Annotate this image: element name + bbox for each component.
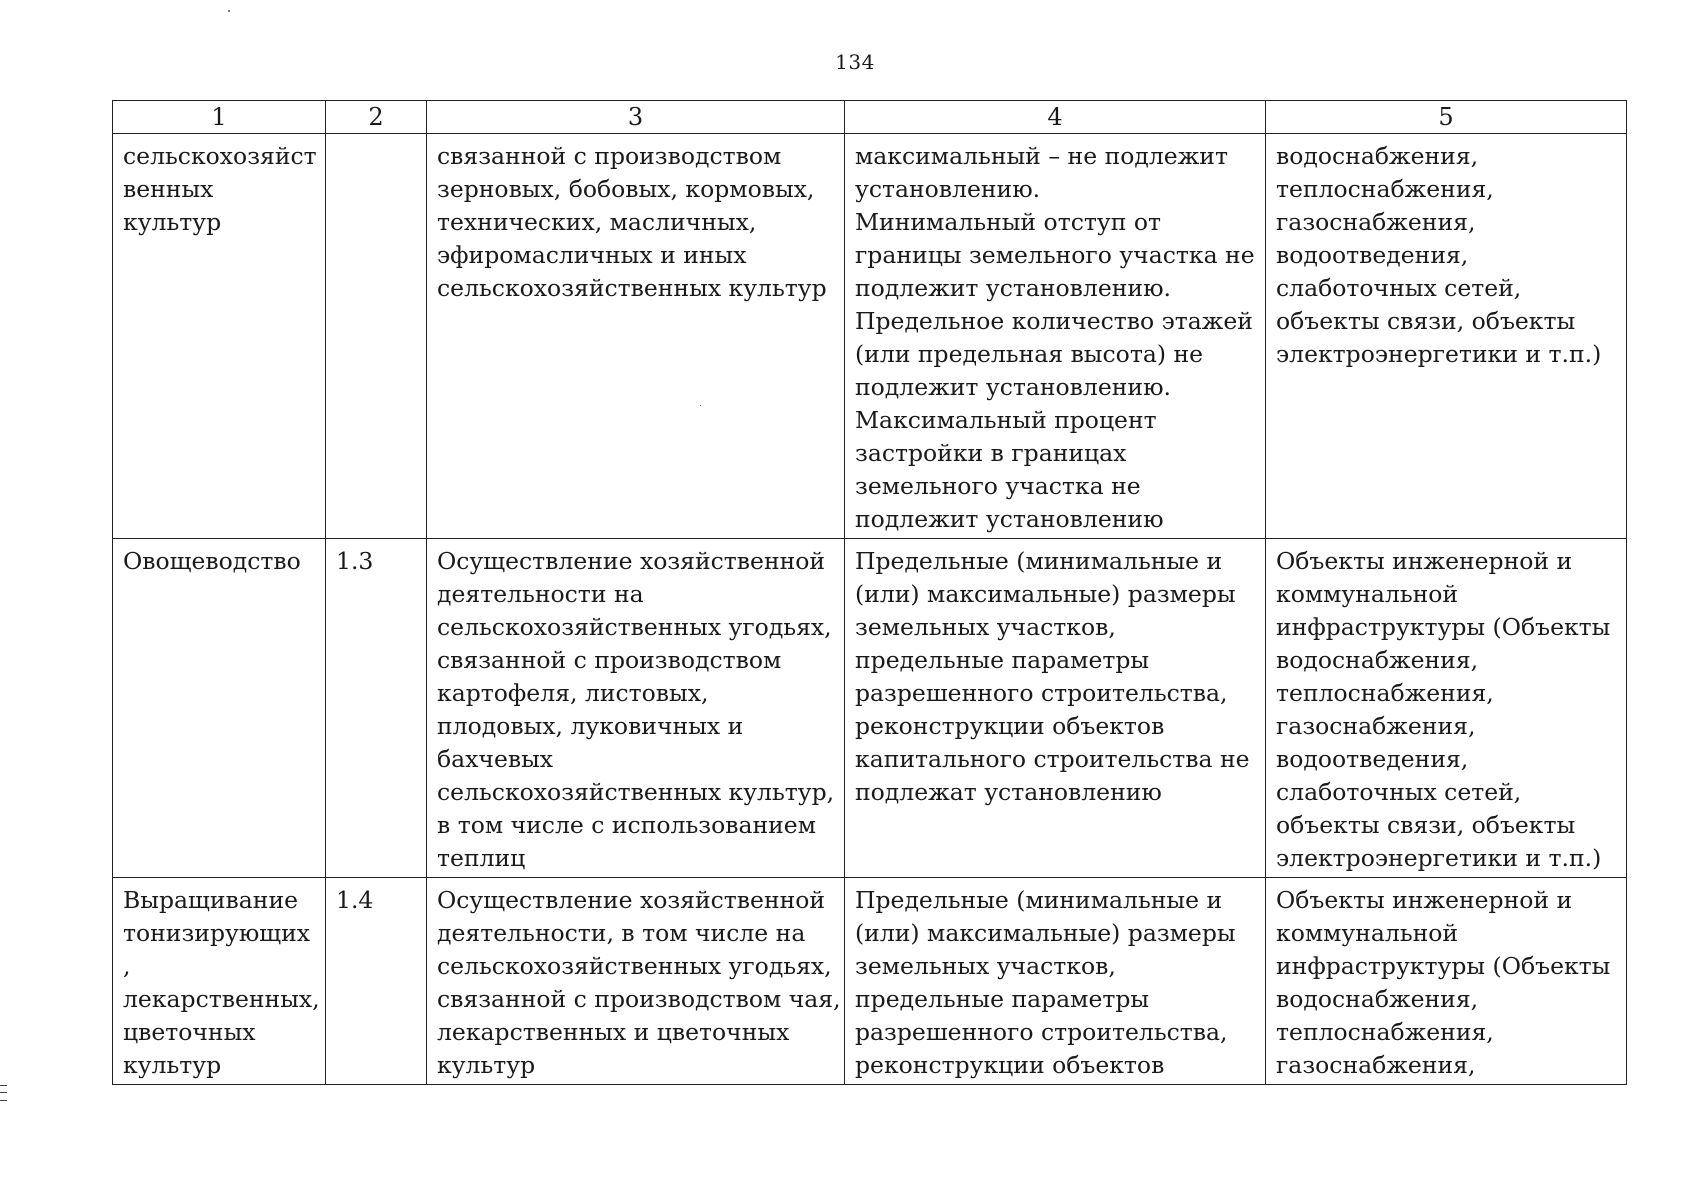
cell-text-line: подлежит установлению.	[855, 373, 1171, 401]
cell-text-line: культур	[123, 208, 222, 236]
cell-text-line: теплоснабжения,	[1276, 175, 1494, 203]
cell-text-line: (или предельная высота) не	[855, 340, 1204, 368]
cell-text-line: водоотведения,	[1276, 745, 1469, 773]
cell-text-line: водоснабжения,	[1276, 985, 1479, 1013]
binding-edge-mark	[0, 1085, 7, 1101]
header-col-2: 2	[326, 101, 427, 134]
cell-description	[427, 878, 845, 1085]
cell-infrastructure-objects	[1266, 134, 1627, 539]
cell-text-line: подлежит установлению.	[855, 274, 1171, 302]
cell-text-line: Максимальный процент	[855, 406, 1157, 434]
cell-description	[427, 539, 845, 878]
cell-text-line: технических, масличных,	[437, 208, 757, 236]
cell-text-line: объекты связи, объекты	[1276, 307, 1576, 335]
cell-text-line: культур	[123, 1051, 222, 1079]
header-col-5: 5	[1266, 101, 1627, 134]
cell-text-line: Минимальный отступ от	[855, 208, 1161, 236]
cell-text-line: связанной с производством	[437, 142, 782, 170]
cell-text-line: Объекты инженерной и	[1276, 547, 1573, 575]
cell-text-line: тонизирующих	[123, 919, 311, 947]
cell-code	[326, 878, 427, 1085]
cell-text-line: плодовых, луковичных и	[437, 712, 744, 740]
cell-text-line: земельного участка не	[855, 472, 1141, 500]
cell-text-line: земельных участков,	[855, 613, 1116, 641]
header-col-3: 3	[427, 101, 845, 134]
table-row	[113, 878, 1627, 1085]
cell-text-line: разрешенного строительства,	[855, 679, 1228, 707]
header-col-4: 4	[845, 101, 1266, 134]
cell-text-line: подлежит установлению	[855, 505, 1164, 533]
cell-infrastructure-objects	[1266, 878, 1627, 1085]
cell-text-line: реконструкции объектов	[855, 712, 1165, 740]
cell-land-use-type	[113, 878, 326, 1085]
cell-text-line: связанной с производством чая,	[437, 985, 841, 1013]
cell-text-line: электроэнергетики и т.п.)	[1276, 340, 1602, 368]
cell-construction-parameters	[845, 134, 1266, 539]
cell-text-line: сельскохозяйственных культур,	[437, 778, 835, 806]
cell-text-line: Предельное количество этажей	[855, 307, 1253, 335]
cell-text-line: деятельности на	[437, 580, 644, 608]
table-row	[113, 134, 1627, 539]
header-col-1: 1	[113, 101, 326, 134]
cell-text-line: Объекты инженерной и	[1276, 886, 1573, 914]
cell-text-line: лекарственных,	[123, 985, 320, 1013]
cell-construction-parameters	[845, 539, 1266, 878]
cell-text-line: сельскохозяйст	[123, 142, 317, 170]
cell-text-line: газоснабжения,	[1276, 712, 1476, 740]
cell-text-line: разрешенного строительства,	[855, 1018, 1228, 1046]
cell-text-line: подлежат установлению	[855, 778, 1162, 806]
cell-text-line: установлению.	[855, 175, 1041, 203]
cell-text-line: водоснабжения,	[1276, 646, 1479, 674]
cell-text-line: эфиромасличных и иных	[437, 241, 747, 269]
cell-text-line: культур	[437, 1051, 536, 1079]
cell-land-use-type	[113, 134, 326, 539]
cell-text-line: застройки в границах	[855, 439, 1127, 467]
cell-code	[326, 134, 427, 539]
cell-text-line: газоснабжения,	[1276, 208, 1476, 236]
header-row	[113, 101, 1627, 134]
cell-text-line: в том числе с использованием	[437, 811, 816, 839]
cell-text-line: реконструкции объектов	[855, 1051, 1165, 1079]
cell-text-line: картофеля, листовых,	[437, 679, 709, 707]
cell-text-line: 1.4	[336, 886, 374, 914]
cell-text-line: водоснабжения,	[1276, 142, 1479, 170]
cell-text-line: слаботочных сетей,	[1276, 274, 1522, 302]
cell-text-line: предельные параметры	[855, 646, 1150, 674]
cell-text-line: слаботочных сетей,	[1276, 778, 1522, 806]
cell-text-line: сельскохозяйственных культур	[437, 274, 827, 302]
cell-text-line: теплиц	[437, 844, 526, 872]
cell-description	[427, 134, 845, 539]
cell-text-line: Выращивание	[123, 886, 299, 914]
cell-text-line: (или) максимальные) размеры	[855, 580, 1236, 608]
cell-text-line: коммунальной	[1276, 919, 1459, 947]
cell-text-line: коммунальной	[1276, 580, 1459, 608]
cell-text-line: максимальный – не подлежит	[855, 142, 1228, 170]
cell-text-line: инфраструктуры (Объекты	[1276, 952, 1611, 980]
cell-text-line: Овощеводство	[123, 547, 301, 575]
cell-construction-parameters	[845, 878, 1266, 1085]
cell-text-line: лекарственных и цветочных	[437, 1018, 790, 1046]
cell-text-line: капитального строительства не	[855, 745, 1250, 773]
cell-text-line: Осуществление хозяйственной	[437, 547, 826, 575]
cell-text-line: венных	[123, 175, 214, 203]
cell-text-line: инфраструктуры (Объекты	[1276, 613, 1611, 641]
cell-text-line: водоотведения,	[1276, 241, 1469, 269]
cell-text-line: бахчевых	[437, 745, 554, 773]
cell-code	[326, 539, 427, 878]
cell-land-use-type	[113, 539, 326, 878]
cell-text-line: 1.3	[336, 547, 374, 575]
cell-text-line: деятельности, в том числе на	[437, 919, 806, 947]
cell-text-line: (или) максимальные) размеры	[855, 919, 1236, 947]
cell-text-line: сельскохозяйственных угодьях,	[437, 952, 832, 980]
cell-text-line: предельные параметры	[855, 985, 1150, 1013]
cell-text-line: зерновых, бобовых, кормовых,	[437, 175, 815, 203]
cell-text-line: Предельные (минимальные и	[855, 886, 1223, 914]
cell-text-line: границы земельного участка не	[855, 241, 1255, 269]
cell-text-line: объекты связи, объекты	[1276, 811, 1576, 839]
zoning-regulations-table	[112, 100, 1627, 1085]
table-row	[113, 539, 1627, 878]
cell-text-line: электроэнергетики и т.п.)	[1276, 844, 1602, 872]
cell-text-line: цветочных	[123, 1018, 256, 1046]
cell-text-line: Предельные (минимальные и	[855, 547, 1223, 575]
cell-infrastructure-objects	[1266, 539, 1627, 878]
cell-text-line: сельскохозяйственных угодьях,	[437, 613, 832, 641]
scan-speck	[228, 10, 230, 12]
cell-text-line: теплоснабжения,	[1276, 679, 1494, 707]
cell-text-line: ,	[123, 952, 131, 980]
cell-text-line: земельных участков,	[855, 952, 1116, 980]
cell-text-line: теплоснабжения,	[1276, 1018, 1494, 1046]
page-number: 134	[835, 50, 875, 74]
cell-text-line: Осуществление хозяйственной	[437, 886, 826, 914]
cell-text-line: газоснабжения,	[1276, 1051, 1476, 1079]
cell-text-line: связанной с производством	[437, 646, 782, 674]
